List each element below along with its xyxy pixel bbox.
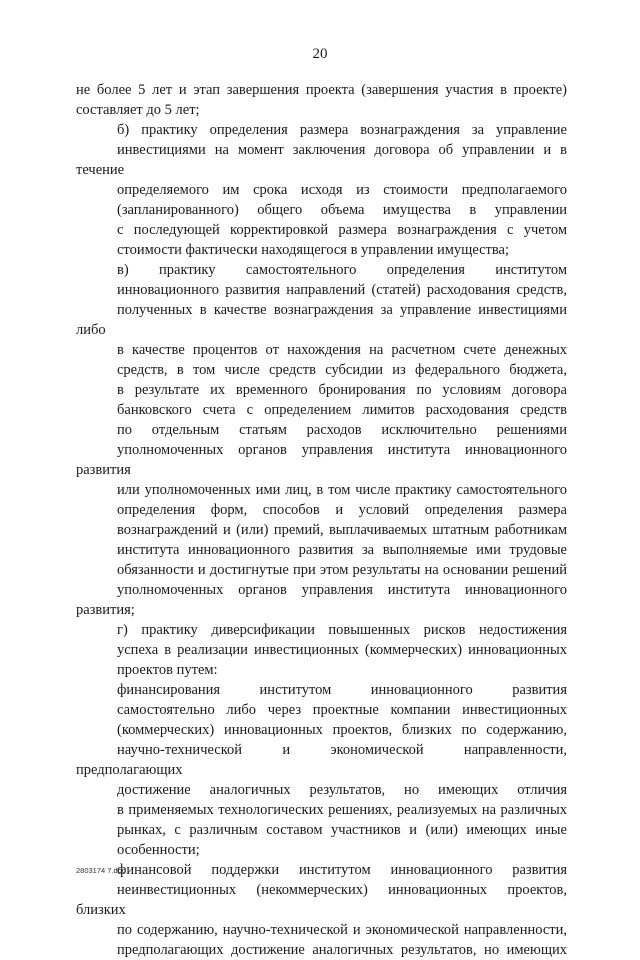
text-line: составляет до 5 лет; — [76, 102, 200, 118]
text-line: вознаграждений и (или) премий, выплачиваемых штатным работникам — [117, 522, 567, 538]
text-line: проектов путем: — [117, 662, 218, 678]
text-line: института инновационного развития за выполняемые ими трудовые — [117, 542, 567, 558]
text-line: в применяемых технологических решениях, реализуемых на различных — [117, 802, 567, 818]
paragraph — [76, 120, 567, 260]
text-line: в результате их временного бронирования по условиям договора — [117, 382, 567, 398]
text-line: рынках, с различным составом участников и (или) имеющих иные — [117, 822, 567, 838]
paragraph — [76, 260, 567, 620]
text-line: уполномоченных органов управления института инновационного развития; — [76, 582, 567, 618]
paragraph — [76, 620, 567, 680]
text-line: или уполномоченных ими лиц, в том числе практику самостоятельного — [117, 482, 567, 498]
text-line: научно-технической и экономической направленности, предполагающих — [76, 742, 567, 778]
paragraph — [76, 860, 567, 960]
text-line: (коммерческих) инновационных проектов, близких по содержанию, — [117, 722, 567, 738]
text-line: стоимости фактически находящегося в управлении имущества; — [117, 242, 510, 258]
text-line: инвестициями на момент заключения договора об управлении и в течение — [76, 142, 567, 178]
text-line: г) практику диверсификации повышенных рисков недостижения — [117, 622, 567, 638]
text-line: полученных в качестве вознаграждения за управление инвестициями либо — [76, 302, 567, 338]
text-line: не более 5 лет и этап завершения проекта (завершения участия в проекте) — [76, 82, 567, 98]
text-line: самостоятельно либо через проектные компании инвестиционных — [117, 702, 567, 718]
text-line: успеха в реализации инвестиционных (коммерческих) инновационных — [117, 642, 567, 658]
document-body — [76, 80, 567, 960]
text-line: с последующей корректировкой размера вознаграждения с учетом — [117, 222, 567, 238]
text-line: особенности; — [117, 842, 200, 858]
text-line: в) практику самостоятельного определения институтом — [117, 262, 567, 278]
text-line: по содержанию, научно-технической и экономической направленности, — [117, 922, 567, 938]
text-line: в качестве процентов от нахождения на расчетном счете денежных — [117, 342, 567, 358]
text-line: неинвестиционных (некоммерческих) инновационных проектов, близких — [76, 882, 567, 918]
text-line: б) практику определения размера вознаграждения за управление — [117, 122, 567, 138]
text-line: предполагающих достижение аналогичных результатов, но имеющих — [117, 942, 567, 958]
footer-file-code: 2803174 7.doc — [76, 866, 126, 875]
text-line: инновационного развития направлений (статей) расходования средств, — [117, 282, 567, 298]
text-line: уполномоченных органов управления института инновационного развития — [76, 442, 567, 478]
text-line: определения форм, способов и условий определения размера — [117, 502, 567, 518]
text-line: средств, в том числе средств субсидии из федерального бюджета, — [117, 362, 567, 378]
page-number: 20 — [312, 46, 328, 62]
text-line: достижение аналогичных результатов, но имеющих отличия — [117, 782, 567, 798]
text-line: (запланированного) общего объема имущества в управлении — [117, 202, 567, 218]
text-line: финансирования институтом инновационного развития — [117, 682, 567, 698]
paragraph — [76, 80, 567, 120]
text-line: по отдельным статьям расходов исключительно решениями — [117, 422, 567, 438]
paragraph — [76, 680, 567, 860]
text-line: обязанности и достигнутые при этом результаты на основании решений — [117, 562, 567, 578]
text-line: финансовой поддержки институтом инновационного развития — [117, 862, 567, 878]
text-line: определяемого им срока исходя из стоимости предполагаемого — [117, 182, 567, 198]
text-line: банковского счета с определением лимитов расходования средств — [117, 402, 567, 418]
